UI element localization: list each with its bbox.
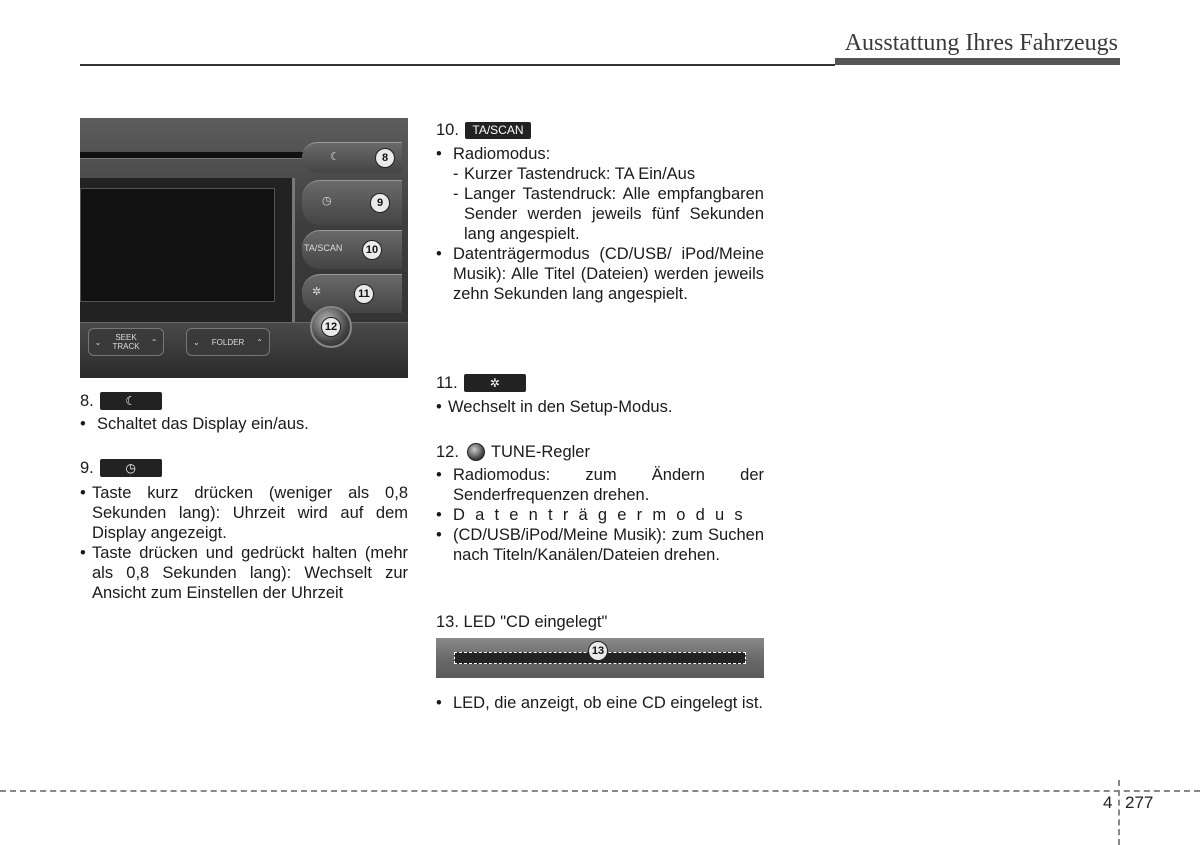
callout-8: 8 (375, 148, 395, 168)
chevron-up-icon: ⌃ (256, 337, 263, 347)
gear-icon: ✲ (464, 374, 526, 392)
item-10-list (436, 144, 764, 304)
item-10-radio-mode-label: Radiomodus: (453, 145, 551, 163)
item-10-sub-2: - Langer Tastendruck: Alle empfangbaren Sender werden jeweils fünf Sekunden lang angespielt. (453, 184, 764, 244)
display-screen (80, 188, 275, 302)
footer-dashed-rule (0, 790, 1200, 792)
radio-panel-illustration (80, 118, 408, 378)
gear-icon: ✲ (312, 286, 322, 298)
item-9-number: 9. (80, 459, 94, 477)
header-accent-bar (835, 58, 1120, 65)
tune-knob (310, 306, 352, 348)
item-12-bullet-1: • Radiomodus: zum Ändern der Senderfrequenzen drehen. (436, 465, 764, 505)
item-11-number: 11. (436, 374, 458, 392)
folder-button (186, 328, 270, 356)
setup-button (302, 274, 402, 313)
display-button (302, 142, 402, 173)
callout-9: 9 (370, 193, 390, 213)
item-9-list (80, 483, 408, 603)
ta-scan-button (302, 230, 402, 269)
item-10-heading (436, 120, 531, 140)
callout-10: 10 (362, 240, 382, 260)
item-12-number: 12. (436, 443, 459, 461)
seek-track-button (88, 328, 164, 356)
header-rule (80, 64, 835, 66)
callout-12: 12 (321, 317, 341, 337)
callout-13: 13 (588, 641, 608, 661)
seek-label (112, 333, 139, 351)
clock-button (302, 180, 402, 225)
chevron-down-icon: ⌄ (193, 337, 200, 347)
callout-11: 11 (354, 284, 374, 304)
chapter-number: 4 (1103, 793, 1113, 812)
item-11-bullet-1: • Wechselt in den Setup-Modus. (436, 397, 764, 417)
item-8-number: 8. (80, 392, 94, 410)
item-10-sub-1: - Kurzer Tastendruck: TA Ein/Aus (453, 164, 764, 184)
item-12-title: TUNE-Regler (490, 443, 590, 461)
folder-label: FOLDER (211, 337, 245, 347)
moon-icon: ☾ (100, 392, 162, 410)
footer-dashed-divider (1118, 780, 1120, 845)
item-9-bullet-1: • Taste kurz drücken (weniger als 0,8 Sekunden lang): Uhrzeit wird auf dem Display angezeigt. (80, 483, 408, 543)
item-13-list (436, 693, 764, 713)
item-11-list (436, 397, 764, 417)
chevron-down-icon: ⌄ (94, 337, 102, 347)
page-header-title: Ausstattung Ihres Fahrzeugs (844, 30, 1118, 56)
item-13-bullet-1: • LED, die anzeigt, ob eine CD eingelegt ist. (436, 693, 764, 713)
item-8-bullet-1: • Schaltet das Display ein/aus. (80, 414, 408, 434)
seek-label-top: SEEK (115, 333, 137, 342)
item-12-bullet-2: • Datenträgermodus (436, 505, 764, 525)
item-12-bullet-3-cont (436, 525, 764, 565)
page-number: 277 (1125, 793, 1154, 812)
item-8-heading (80, 391, 162, 411)
item-10-media-mode: • Datenträgermodus (CD/USB/ iPod/Meine Musik): Alle Titel (Dateien) werden jeweils zehn Sekunden lang angespielt. (436, 244, 764, 304)
cd-slot (80, 152, 306, 159)
cd-led-illustration (436, 638, 764, 678)
item-10-sub-list (453, 164, 764, 244)
moon-icon: ☾ (330, 151, 340, 163)
clock-icon: ◷ (100, 459, 162, 477)
ta-scan-label: TA/SCAN (304, 243, 343, 253)
item-10-number: 10. (436, 121, 459, 139)
item-10-radio-mode (436, 144, 764, 244)
item-11-heading (436, 373, 526, 393)
item-12-bullet-3-text: (CD/USB/iPod/Meine Musik): zum Suchen nach Titeln/Kanälen/Dateien drehen. (453, 526, 764, 564)
seek-label-bottom: TRACK (112, 342, 140, 351)
ta-scan-key: TA/SCAN (465, 122, 531, 139)
item-8-list (80, 414, 408, 434)
tune-knob-icon (467, 443, 485, 461)
item-12-list (436, 465, 764, 565)
chevron-up-icon: ⌃ (150, 337, 158, 347)
item-9-bullet-2: • Taste drücken und gedrückt halten (mehr als 0,8 Sekunden lang): Wechselt zur Ansicht zum Einstellen der Uhrzeit (80, 543, 408, 603)
item-9-heading (80, 458, 162, 478)
item-12-heading (436, 442, 590, 462)
item-13-heading: 13. LED "CD eingelegt" (436, 613, 608, 631)
clock-icon: ◷ (322, 195, 332, 207)
